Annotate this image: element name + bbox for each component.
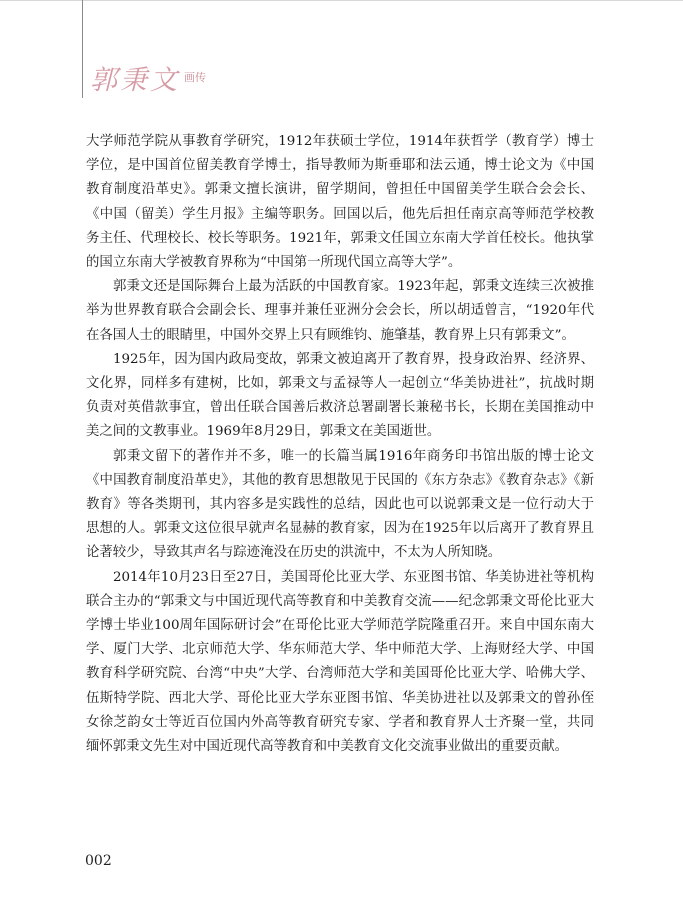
paragraph-5: 2014年10月23日至27日，美国哥伦比亚大学、东亚图书馆、华美协进社等机构联合主办的“郭秉文与中国近现代高等教育和中美教育交流——纪念郭秉文哥伦比亚大学博士毕业100周年国际研讨会”在哥伦比亚大学师范学院隆重召开。来自中国东南大学、厦门大学、北京师范大学、华东师范大学、华中师范大学、上海财经大学、中国教育科学研究院、台湾“中央”大学、台湾师范大学和美国哥伦比亚大学、哈佛大学、伍斯特学院、西北大学、哥伦比亚大学东亚图书馆、华美协进社以及郭秉文的曾孙侄女徐芝韵女士等近百位国内外高等教育研究专家、学者和教育界人士齐聚一堂，共同缅怀郭秉文先生对中国近现代高等教育和中美教育文化交流事业做出的重要贡献。 <box>86 569 594 755</box>
header-vertical-rule <box>82 0 83 98</box>
body-text <box>86 130 594 759</box>
running-header <box>90 58 206 97</box>
paragraph-1: 大学师范学院从事教育学研究，1912年获硕士学位，1914年获哲学（教育学）博士学位，是中国首位留美教育学博士，指导教师为斯垂耶和法云通，博士论文为《中国教育制度沿革史》。郭秉文擅长演讲，留学期间，曾担任中国留美学生联合会会长、《中国（留美）学生月报》主编等职务。回国以后，他先后担任南京高等师范学校教务主任、代理校长、校长等职务。1921年，郭秉文任国立东南大学首任校长。他执掌的国立东南大学被教育界称为“中国第一所现代国立高等大学”。 <box>86 134 594 271</box>
top-rule <box>0 0 683 1</box>
book-subtitle: 画传 <box>184 71 206 84</box>
paragraph-3: 1925年，因为国内政局变故，郭秉文被迫离开了教育界，投身政治界、经济界、文化界，同样多有建树，比如，郭秉文与孟禄等人一起创立“华美协进社”，抗战时期负责对英借款事宜，曾出任联合国善后救济总署副署长兼秘书长，长期在美国推动中美之间的文教事业。1969年8月29日，郭秉文在美国逝世。 <box>86 351 594 440</box>
page-number: 002 <box>85 853 112 869</box>
paragraph-2: 郭秉文还是国际舞台上最为活跃的中国教育家。1923年起，郭秉文连续三次被推举为世界教育联合会副会长、理事并兼任亚洲分会会长，所以胡适曾言，“1920年代在各国人士的眼睛里，中国外交界上只有顾维钧、施肇基，教育界上只有郭秉文”。 <box>86 279 594 343</box>
book-title-logo: 郭秉文 <box>90 65 180 96</box>
paragraph-4: 郭秉文留下的著作并不多，唯一的长篇当属1916年商务印书馆出版的博士论文《中国教育制度沿革史》，其他的教育思想散见于民国的《东方杂志》《教育杂志》《新教育》等各类期刊，其内容多是实践性的总结，因此也可以说郭秉文是一位行动大于思想的人。郭秉文这位很早就声名显赫的教育家，因为在1925年以后离开了教育界且论著较少，导致其声名与踪迹淹没在历史的洪流中，不太为人所知晓。 <box>86 448 594 561</box>
